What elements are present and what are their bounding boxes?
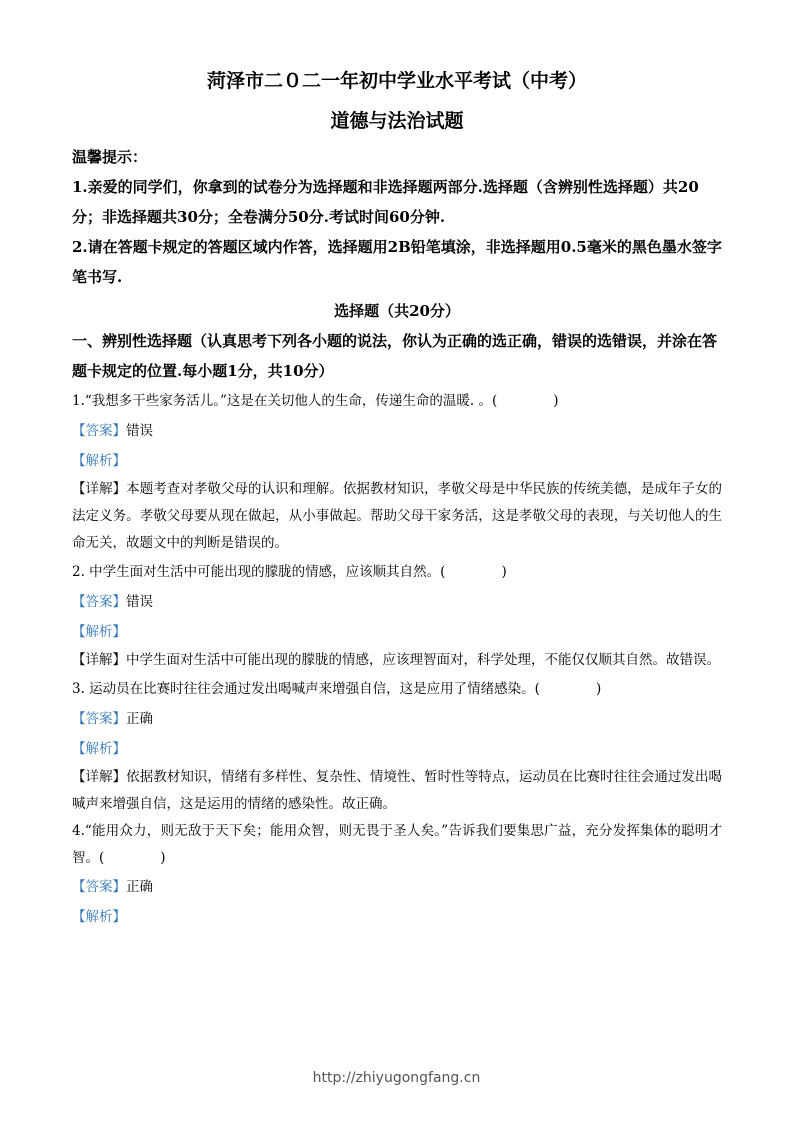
analysis-3 — [72, 734, 722, 764]
question-1: 1.“我想多干些家务活儿。”这是在关切他人的生命，传递生命的温暖. 。( ) — [72, 393, 559, 409]
detail-label: 【详解】 — [72, 481, 127, 497]
exam-title: 菏泽市二０二一年初中学业水平考试（中考） — [206, 70, 587, 92]
answer-label: 【答案】 — [72, 594, 126, 610]
answer-label: 【答案】 — [72, 423, 126, 439]
analysis-4 — [72, 902, 722, 932]
analysis-1 — [72, 446, 722, 476]
question-2: 2. 中学生面对生活中可能出现的朦胧的情感，应该顺其自然。( ) — [72, 564, 507, 580]
section-title: 选择题（共20分） — [334, 302, 460, 320]
answer-3: 【答案】正确 — [72, 711, 153, 727]
detail-label: 【详解】 — [72, 769, 127, 785]
analysis-label: 【解析】 — [72, 741, 126, 757]
answer-label: 【答案】 — [72, 879, 126, 895]
answer-label: 【答案】 — [72, 711, 126, 727]
document-page — [72, 66, 722, 932]
tips-heading: 温馨提示： — [72, 148, 148, 166]
question-4: 4.“能用众力，则无敌于天下矣；能用众智，则无畏于圣人矣。”告诉我们要集思广益，充分发挥集体的聪明才智。( ) — [72, 823, 722, 866]
analysis-label: 【解析】 — [72, 909, 126, 925]
analysis-2 — [72, 617, 722, 647]
answer-4: 【答案】正确 — [72, 879, 153, 895]
detail-1: 【详解】本题考查对孝敬父母的认识和理解。依据教材知识，孝敬父母是中华民族的传统美德，是成年子女的法定义务。孝敬父母要从现在做起，从小事做起。帮助父母干家务活，这是孝敬父母的表现，与关切他人的生命无关，故题文中的判断是错误的。 — [72, 481, 723, 551]
exam-subtitle: 道德与法治试题 — [330, 110, 464, 132]
detail-3: 【详解】依据教材知识，情绪有多样性、复杂性、情境性、暂时性等特点，运动员在比赛时往往会通过发出喝喊声来增强自信，这是运用的情绪的感染性。故正确。 — [72, 769, 723, 812]
question-3: 3. 运动员在比赛时往往会通过发出喝喊声来增强自信，这是应用了情绪感染。( ) — [72, 681, 602, 697]
tips-line-1: 1.亲爱的同学们，你拿到的试卷分为选择题和非选择题两部分.选择题（含辨别性选择题）共20分；非选择题共30分；全卷满分50分.考试时间60分钟. — [72, 178, 699, 226]
part-one-heading: 一、辨别性选择题（认真思考下列各小题的说法，你认为正确的选正确，错误的选错误，并涂在答题卡规定的位置.每小题1分，共10分） — [72, 332, 718, 380]
footer-url[interactable]: http://zhiyugongfang.cn — [312, 1070, 481, 1086]
tips-line-2: 2.请在答题卡规定的答题区域内作答，选择题用2B铅笔填涂，非选择题用0.5毫米的黑色墨水签字笔书写. — [72, 238, 722, 286]
analysis-label: 【解析】 — [72, 624, 126, 640]
analysis-label: 【解析】 — [72, 453, 126, 469]
answer-2: 【答案】错误 — [72, 594, 153, 610]
detail-2: 【详解】中学生面对生活中可能出现的朦胧的情感，应该理智面对，科学处理，不能仅仅顺其自然。故错误。 — [72, 652, 720, 668]
detail-label: 【详解】 — [72, 652, 126, 668]
answer-1: 【答案】错误 — [72, 423, 153, 439]
